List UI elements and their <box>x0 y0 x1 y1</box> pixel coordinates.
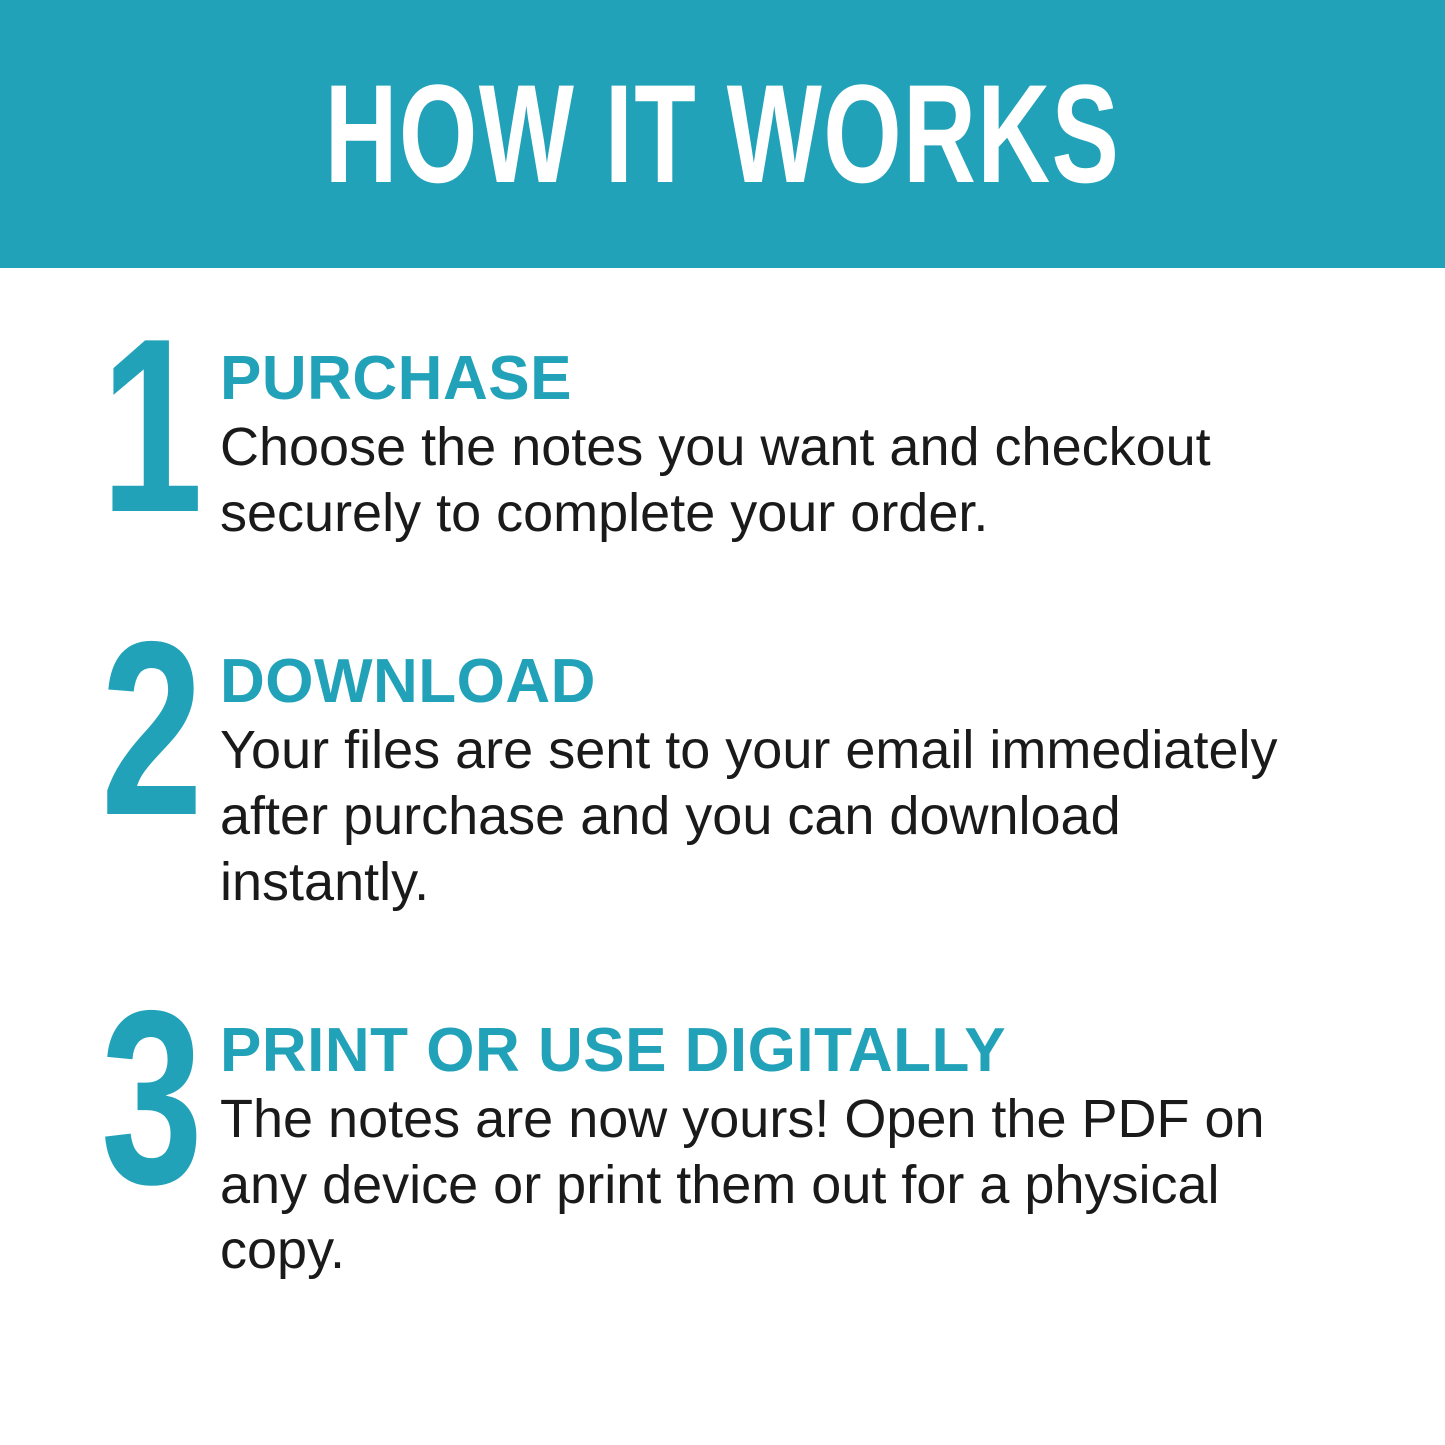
steps-list <box>0 268 1445 1445</box>
header-banner <box>0 0 1445 268</box>
step-description: The notes are now yours! Open the PDF on any device or print them out for a physical copy. <box>220 1088 1265 1281</box>
step-description: Your files are sent to your email immediately after purchase and you can download instantly. <box>220 719 1278 912</box>
step-number: 1 <box>100 286 203 564</box>
step-item <box>84 588 1385 916</box>
step-content <box>214 346 1385 547</box>
page-title: HOW IT WORKS <box>324 55 1121 212</box>
step-title: PURCHASE <box>220 344 572 413</box>
step-content <box>214 646 1385 916</box>
step-title: PRINT OR USE DIGITALLY <box>220 1015 1007 1085</box>
step-item <box>84 957 1385 1285</box>
step-item <box>84 286 1385 564</box>
step-content <box>214 1015 1385 1285</box>
step-number: 3 <box>100 957 203 1236</box>
step-description: Choose the notes you want and checkout securely to complete your order. <box>220 417 1211 543</box>
step-title: DOWNLOAD <box>220 646 596 716</box>
step-number: 2 <box>100 588 203 867</box>
